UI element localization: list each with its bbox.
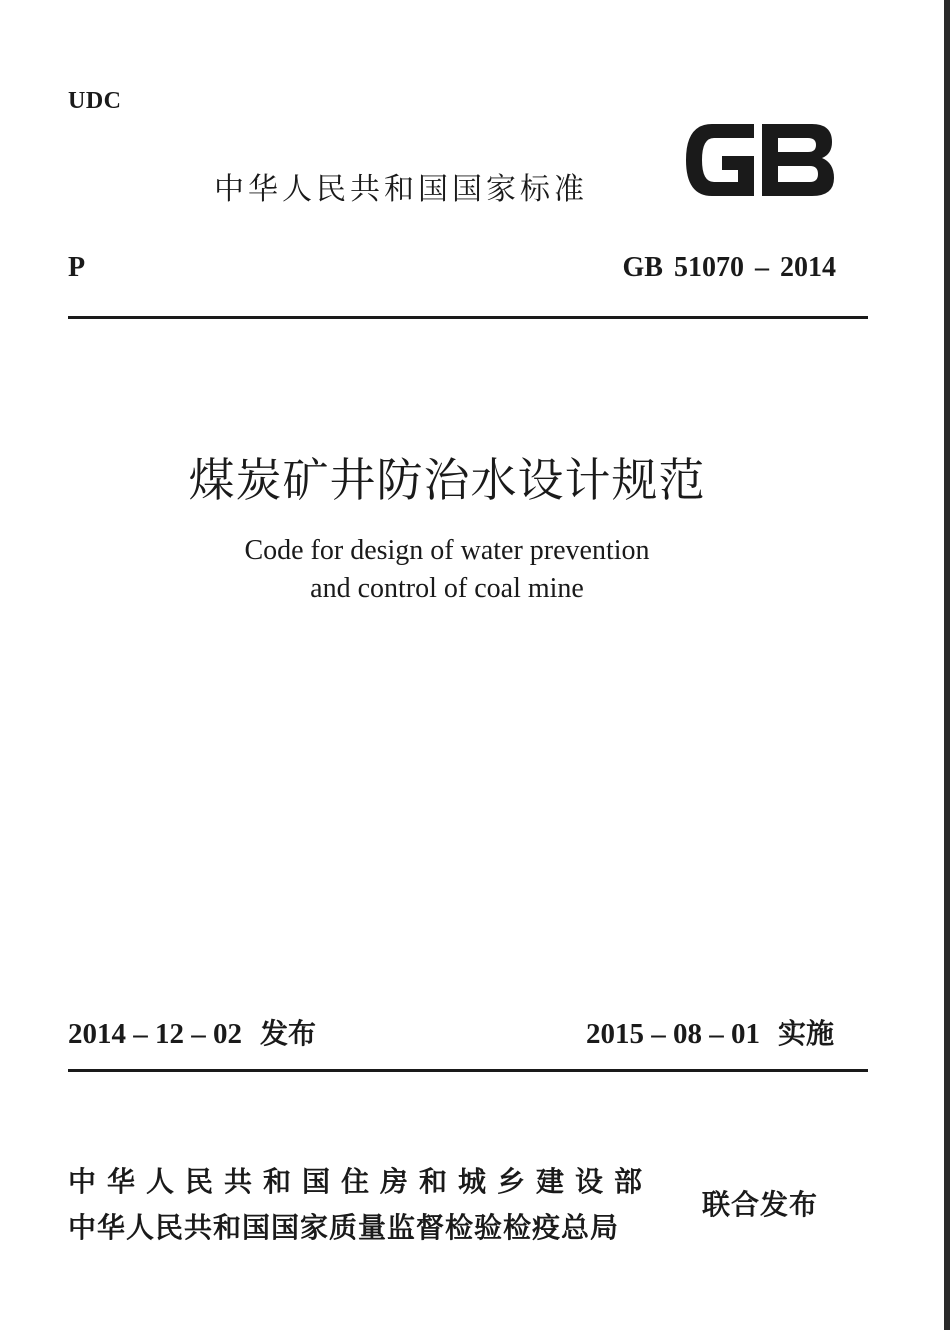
gb-logo-icon: [682, 118, 838, 202]
title-english: [0, 532, 894, 608]
issue-label: 发布: [260, 1017, 317, 1050]
svg-text:GB: GB: [682, 118, 684, 119]
effective-label: 实施: [777, 1017, 834, 1050]
effective-date: 2015 – 08 – 01: [585, 1018, 760, 1050]
national-standard-heading: 中华人民共和国国家标准: [214, 172, 588, 207]
issue-date-block: [68, 1012, 316, 1052]
udc-label: UDC: [68, 88, 122, 114]
top-divider: [68, 316, 868, 319]
classification-code: P: [68, 252, 86, 283]
scan-edge: [944, 0, 950, 1330]
title-chinese: 煤炭矿井防治水设计规范: [188, 453, 706, 507]
standard-number: GB 51070 – 2014: [622, 252, 836, 283]
issue-date: 2014 – 12 – 02: [68, 1018, 242, 1050]
bottom-divider: [68, 1069, 868, 1072]
title-english-line-1: Code for design of water prevention: [244, 535, 650, 566]
title-english-line-2: and control of coal mine: [310, 573, 584, 604]
effective-date-block: [586, 1012, 834, 1052]
joint-release-label: 联合发布: [702, 1188, 819, 1221]
issuer-administration: 中华人民共和国国家质量监督检验检疫总局: [68, 1211, 620, 1244]
issuer-ministry: 中华人民共和国住房和城乡建设部: [68, 1165, 654, 1198]
